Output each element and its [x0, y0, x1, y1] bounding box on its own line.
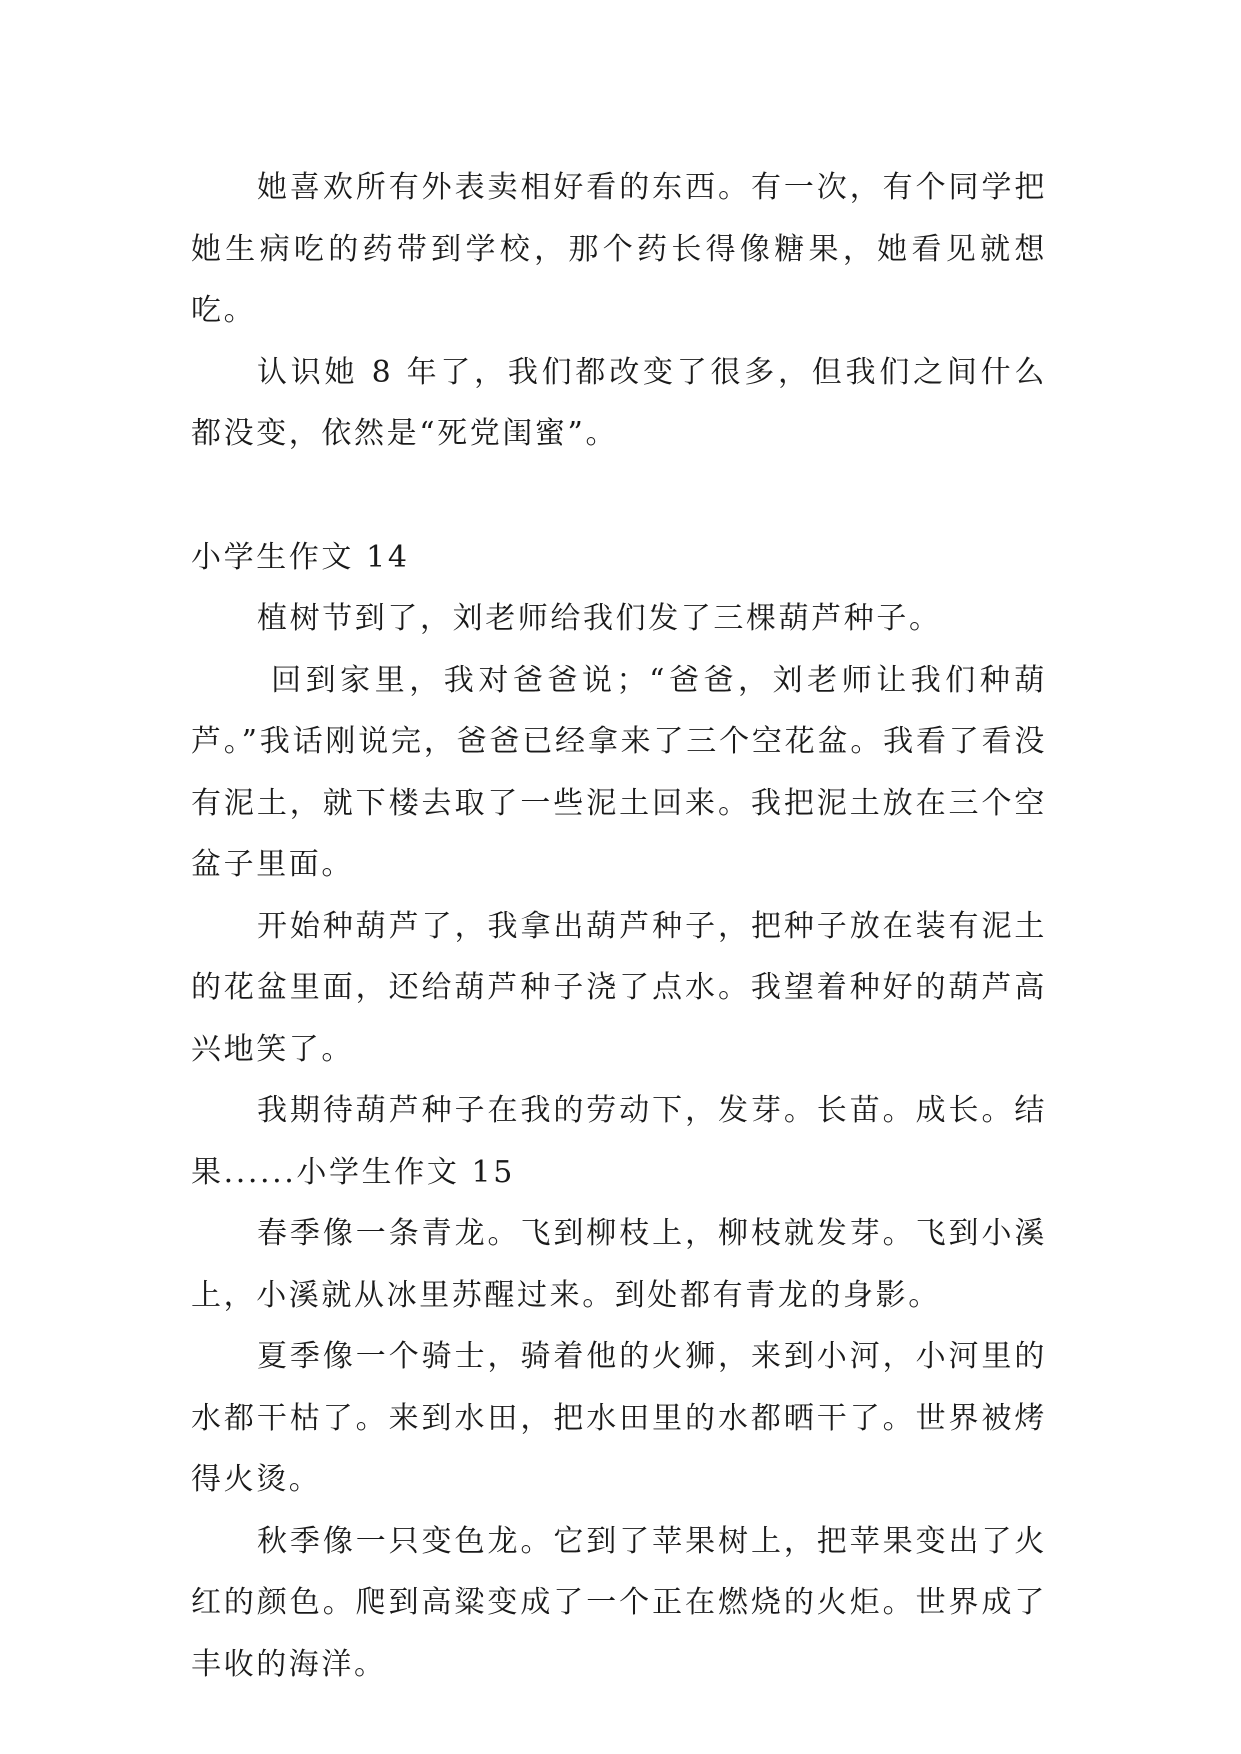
paragraph: 认识她 8 年了，我们都改变了很多，但我们之间什么都没变，依然是“死党闺蜜”。	[191, 354, 1047, 451]
paragraph: 夏季像一个骑士，骑着他的火狮，来到小河，小河里的水都干枯了。来到水田，把水田里的水都晒干了。世界被烤得火烫。	[191, 1339, 1047, 1497]
paragraph: 我期待葫芦种子在我的劳动下，发芽。长苗。成长。结果......小学生作文 15	[191, 1093, 1047, 1190]
paragraph: 春季像一条青龙。飞到柳枝上，柳枝就发芽。飞到小溪上，小溪就从冰里苏醒过来。到处都有青龙的身影。	[191, 1216, 1047, 1313]
paragraph: 秋季像一只变色龙。它到了苹果树上，把苹果变出了火红的颜色。爬到高粱变成了一个正在燃烧的火炬。世界成了丰收的海洋。	[191, 1523, 1047, 1682]
paragraph: 植树节到了，刘老师给我们发了三棵葫芦种子。	[257, 601, 942, 636]
paragraph: 回到家里，我对爸爸说；“爸爸，刘老师让我们种葫芦。”我话刚说完，爸爸已经拿来了三个空花盆。我看了看没有泥土，就下楼去取了一些泥土回来。我把泥土放在三个空盆子里面。	[191, 662, 1047, 882]
paragraph: 开始种葫芦了，我拿出葫芦种子，把种子放在装有泥土的花盆里面，还给葫芦种子浇了点水。我望着种好的葫芦高兴地笑了。	[191, 908, 1047, 1067]
section-heading: 小学生作文 14	[191, 539, 410, 575]
paragraph: 她喜欢所有外表卖相好看的东西。有一次，有个同学把她生病吃的药带到学校，那个药长得像糖果，她看见就想吃。	[191, 170, 1047, 328]
document-body	[191, 157, 1047, 1695]
section-spacer	[191, 465, 1047, 527]
